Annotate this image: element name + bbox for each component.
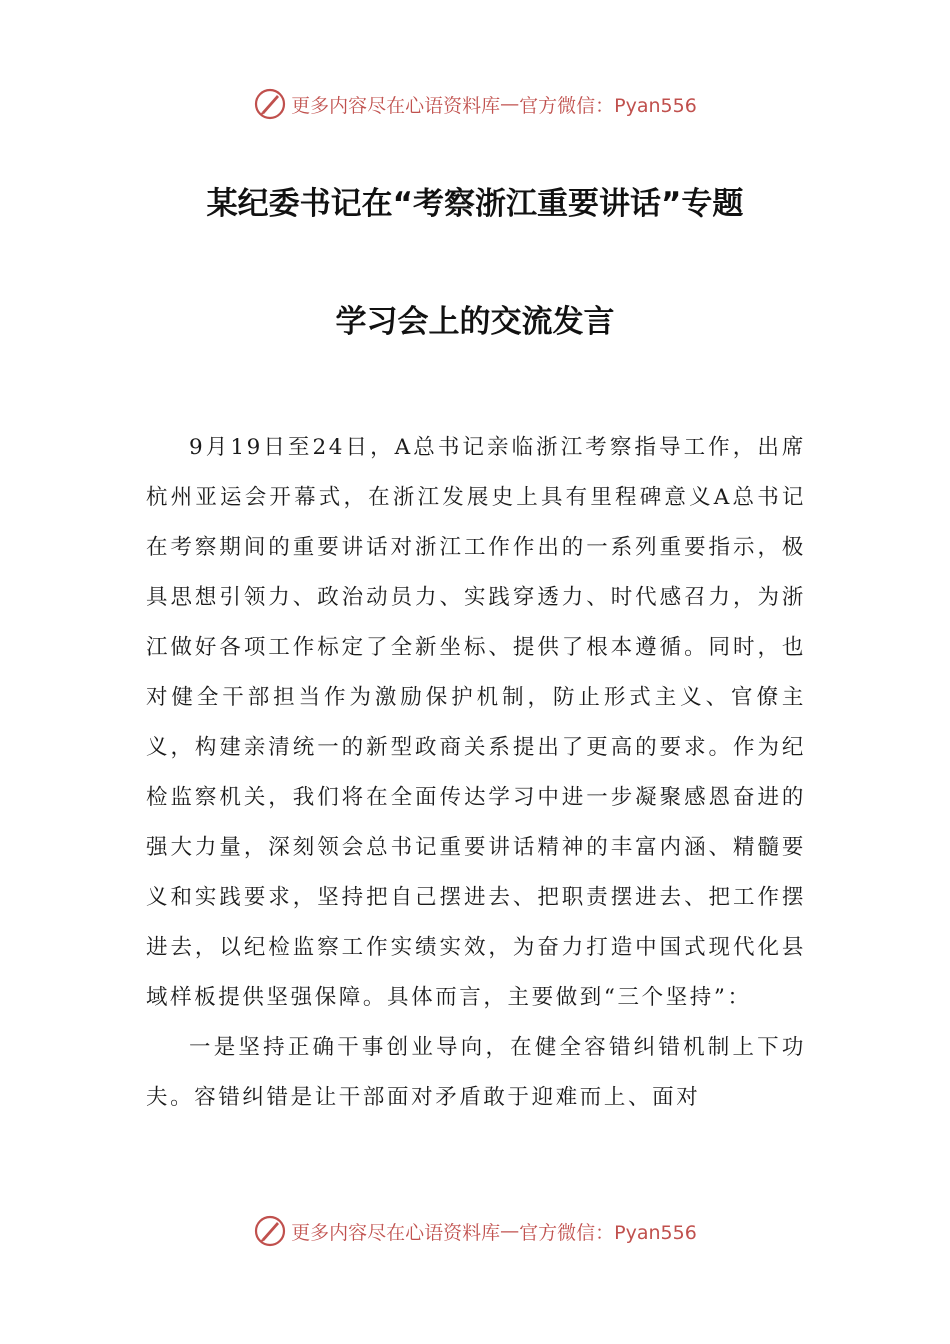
banner-wechat-text: 官方微信：Pyan556 — [519, 1221, 697, 1244]
document-title-line1: 某纪委书记在“考察浙江重要讲话”专题 — [206, 186, 744, 222]
body-paragraph: 9月19日至24日，A总书记亲临浙江考察指导工作，出席杭州亚运会开幕式，在浙江发展史上具有里程碑意义A总书记在考察期间的重要讲话对浙江工作作出的一系列重要指示，极具思想引领力、政治动员力、实践穿透力、时代感召力，为浙江做好各项工作标定了全新坐标、提供了根本遵循。同时，也对健全干部担当作为激励保护机制，防止形式主义、官僚主义，构建亲清统一的新型政商关系提出了更高的要求。作为纪检监察机关，我们将在全面传达学习中进一步凝聚感恩奋进的强大力量，深刻领会总书记重要讲话精神的丰富内涵、精髓要义和实践要求，坚持把自己摆进去、把职责摆进去、把工作摆进去，以纪检监察工作实绩实效，为奋力打造中国式现代化县域样板提供坚强保障。具体而言，主要做到“三个坚持”： — [146, 435, 806, 1010]
document-title-line2: 学习会上的交流发言 — [335, 304, 615, 340]
banner-separator: — — [500, 93, 520, 115]
body-paragraph: 一是坚持正确干事创业导向，在健全容错纠错机制上下功夫。容错纠错是让干部面对矛盾敢于迎难而上、面对 — [146, 1035, 806, 1110]
banner-main-text: 更多内容尽在心语资料库 — [291, 94, 501, 117]
banner-main-text: 更多内容尽在心语资料库 — [291, 1221, 501, 1244]
quill-logo-icon — [253, 1214, 287, 1248]
banner-separator: — — [500, 1220, 520, 1242]
footer-watermark-banner — [0, 1211, 950, 1251]
banner-wechat-text: 官方微信：Pyan556 — [519, 94, 697, 117]
header-watermark-banner — [0, 84, 950, 124]
quill-logo-icon — [253, 87, 287, 121]
document-body — [146, 423, 806, 1123]
